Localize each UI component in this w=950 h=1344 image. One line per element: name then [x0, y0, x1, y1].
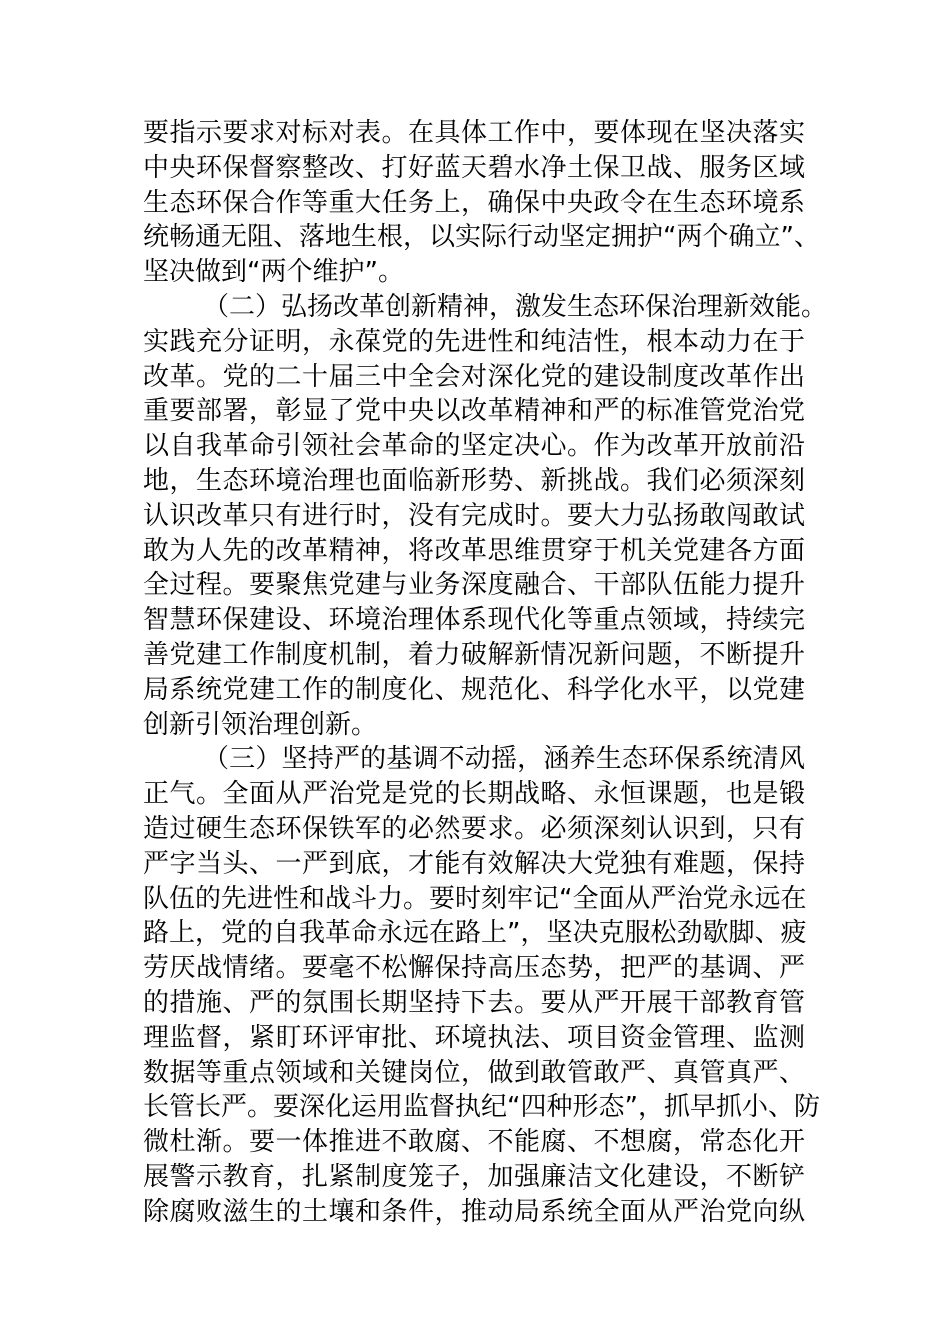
- text-line: 微杜渐。要一体推进不敢腐、不能腐、不想腐，常态化开: [143, 1127, 805, 1158]
- text-line: 生态环保合作等重大任务上，确保中央政令在生态环境系: [143, 187, 805, 218]
- text-line: 智慧环保建设、环境治理体系现代化等重点领域，持续完: [143, 605, 805, 636]
- document-body: [143, 116, 828, 1230]
- text-line: 正气。全面从严治党是党的长期战略、永恒课题，也是锻: [143, 779, 805, 810]
- text-line: 的措施、严的氛围长期坚持下去。要从严开展干部教育管: [143, 987, 805, 1018]
- section-heading-line: （二）弘扬改革创新精神，激发生态环保治理新效能。: [203, 291, 828, 322]
- text-line: 创新引领治理创新。: [143, 709, 378, 740]
- text-line: 善党建工作制度机制，着力破解新情况新问题，不断提升: [143, 639, 805, 670]
- text-line: 敢为人先的改革精神，将改革思维贯穿于机关党建各方面: [143, 535, 805, 566]
- text-line: 中央环保督察整改、打好蓝天碧水净土保卫战、服务区域: [143, 152, 805, 183]
- text-line: 局系统党建工作的制度化、规范化、科学化水平，以党建: [143, 674, 805, 705]
- text-line: 要指示要求对标对表。在具体工作中，要体现在坚决落实: [143, 118, 805, 148]
- text-line: 数据等重点领域和关键岗位，做到敢管敢严、真管真严、: [143, 1057, 805, 1088]
- section-heading-line: （三）坚持严的基调不动摇，涵养生态环保系统清风: [203, 744, 805, 775]
- text-line: 路上，党的自我革命永远在路上”，坚决克服松劲歇脚、疲: [143, 918, 807, 949]
- text-line: 理监督，紧盯环评审批、环境执法、项目资金管理、监测: [143, 1022, 805, 1053]
- text-line: 统畅通无阻、落地生根，以实际行动坚定拥护“两个确立”、: [143, 222, 820, 253]
- text-line: 全过程。要聚焦党建与业务深度融合、干部队伍能力提升: [143, 570, 805, 601]
- text-line: 以自我革命引领社会革命的坚定决心。作为改革开放前沿: [143, 431, 805, 462]
- text-line: 除腐败滋生的土壤和条件，推动局系统全面从严治党向纵: [143, 1196, 805, 1227]
- text-line: 长管长严。要深化运用监督执纪“四种形态”，抓早抓小、防: [143, 1092, 820, 1123]
- text-line: 展警示教育，扎紧制度笼子，加强廉洁文化建设，不断铲: [143, 1161, 805, 1192]
- text-line: 重要部署，彰显了党中央以改革精神和严的标准管党治党: [143, 396, 805, 427]
- text-line: 队伍的先进性和战斗力。要时刻牢记“全面从严治党永远在: [143, 883, 807, 914]
- text-line: 实践充分证明，永葆党的先进性和纯洁性，根本动力在于: [143, 326, 805, 357]
- text-line: 劳厌战情绪。要毫不松懈保持高压态势，把严的基调、严: [143, 953, 805, 984]
- text-line: 严字当头、一严到底，才能有效解决大党独有难题，保持: [143, 848, 805, 879]
- text-line: 坚决做到“两个维护”。: [143, 257, 404, 288]
- text-line: 地，生态环境治理也面临新形势、新挑战。我们必须深刻: [143, 465, 805, 496]
- text-line: 认识改革只有进行时，没有完成时。要大力弘扬敢闯敢试: [143, 500, 805, 531]
- text-line: 改革。党的二十届三中全会对深化党的建设制度改革作出: [143, 361, 805, 392]
- text-line: 造过硬生态环保铁军的必然要求。必须深刻认识到，只有: [143, 813, 805, 844]
